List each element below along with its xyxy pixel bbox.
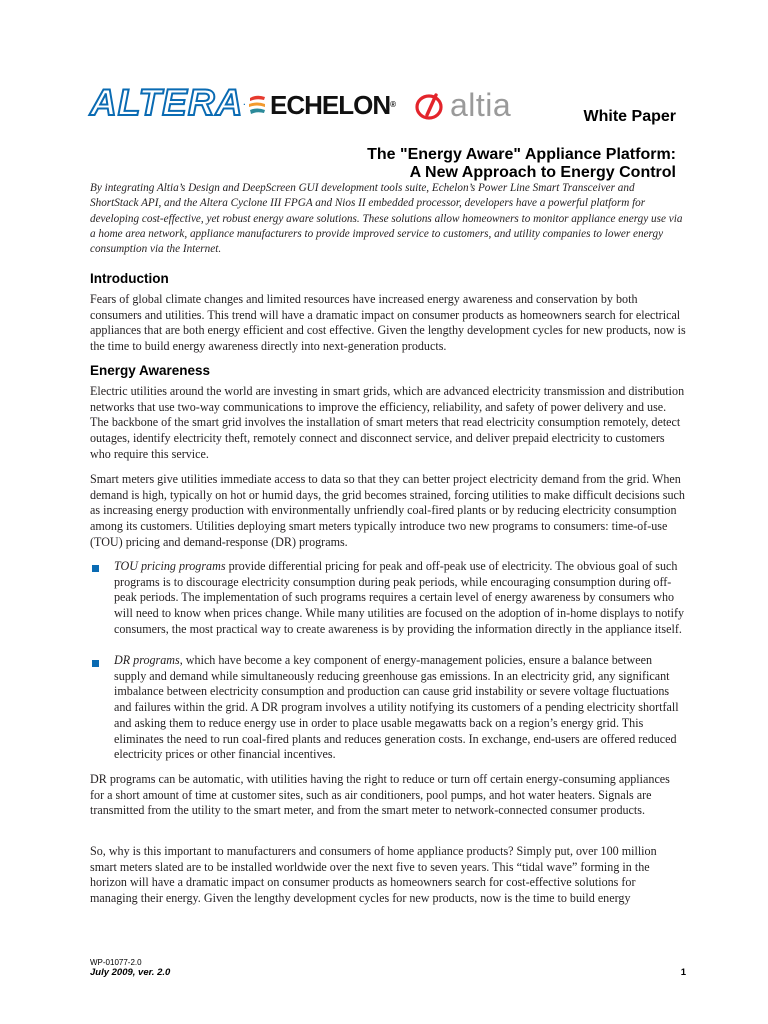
altera-logo-mark: . xyxy=(243,98,247,107)
bullet-term-tou: TOU pricing programs xyxy=(114,559,226,573)
altia-logo: altia xyxy=(450,87,512,123)
document-title-line-1: The "Energy Aware" Appliance Platform: xyxy=(367,146,676,163)
footer-date-version: July 2009, ver. 2.0 xyxy=(90,967,171,978)
echelon-logo-text: ECHELON xyxy=(270,90,391,120)
section-heading-introduction: Introduction xyxy=(90,271,169,286)
bullet-square-icon xyxy=(92,660,99,667)
bullet-item-tou xyxy=(114,559,686,638)
footer-page-number: 1 xyxy=(680,967,686,978)
energy-awareness-paragraph-3: DR programs can be automatic, with utilities having the right to reduce or turn off certain energy-consuming appliances for a short amount of time at customer sites, such as air conditioners, pool pumps, and hot water heaters. Signals are transmitted from the utility to the smart meter, and from the smart meter to network-connected consumer products. xyxy=(90,772,670,818)
document-type-label: White Paper xyxy=(583,108,676,125)
footer-document-id: WP-01077-2.0 xyxy=(90,958,142,967)
altia-logo-icon xyxy=(414,91,448,121)
energy-awareness-paragraph-1: Electric utilities around the world are investing in smart grids, which are advanced electricity transmission and distribution networks that use two-way communications to improve the efficiency, reliability, and safety of power delivery and use. The backbone of the smart grid involves the installation of smart meters that read electricity consumption remotely, detect outages, identify electricity theft, remotely connect and disconnect service, and deliver prepaid electricity to customers who require this service. xyxy=(90,384,685,461)
bullet-item-dr xyxy=(114,653,686,763)
energy-awareness-paragraph-2: Smart meters give utilities immediate access to data so that they can better project electricity demand from the grid. When demand is high, typically on hot or humid days, the grid becomes strained, forcing utilities to make difficult decisions such as increasing energy production with environmentally unfriendly coal-fired plants or by reducing electricity consumption among its customers. Utilities deploying smart meters typically introduce two new programs to consumers: time-of-use (TOU) pricing and demand-response (DR) programs. xyxy=(90,472,685,549)
bullet-square-icon xyxy=(92,565,99,572)
altera-logo-text: ALTERA xyxy=(90,82,244,123)
section-heading-energy-awareness: Energy Awareness xyxy=(90,363,211,378)
altera-logo xyxy=(90,82,247,123)
bullet-body-tou: provide differential pricing for peak and off-peak use of electricity. The obvious goal of such programs is to discourage electricity consumption during peak periods, while encouraging consumption during off-peak periods. The implementation of such programs requires a certain level of energy awareness by consumers who will need to know when prices change. While many utilities are focused on the adoption of in-home displays to notify consumers, the most practical way to create awareness is by providing the information directly in the appliance itself. xyxy=(114,559,685,636)
abstract-paragraph: By integrating Altia’s Design and DeepScreen GUI development tools suite, Echelon’s Power Line Smart Transceiver and ShortStack API, and the Altera Cyclone III FPGA and Nios II embedded processor, developers have a powerful platform for developing cost-effective, yet robust energy aware solutions. These solutions allow homeowners to monitor appliance energy use via a home area network, appliance manufacturers to provide improved service to customers, and utility companies to lower energy consumption via the Internet. xyxy=(90,182,683,256)
echelon-logo-icon xyxy=(246,93,268,117)
echelon-logo xyxy=(270,90,396,120)
energy-awareness-paragraph-4: So, why is this important to manufacturers and consumers of home appliance products? Simply put, over 100 million smart meters slated are to be installed worldwide over the next five to seven years. This “tidal wave” forming in the horizon will have a dramatic impact on consumer products as homeowners search for cost-effective solutions for managing their energy. Given the lengthy development cycles for new products, now is the time to build energy xyxy=(90,844,657,906)
echelon-logo-reg: ® xyxy=(390,100,397,109)
introduction-paragraph: Fears of global climate changes and limited resources have increased energy awareness and conservation by both consumers and utilities. This trend will have a dramatic impact on consumer products as homeowners search for electrical appliances that are both energy efficient and cost effective. Given the lengthy development cycles for new products, now is the time to build energy awareness directly into next-generation products. xyxy=(90,292,686,354)
bullet-term-dr: DR programs xyxy=(114,653,180,667)
document-title-line-2: A New Approach to Energy Control xyxy=(409,164,676,181)
bullet-body-dr: , which have become a key component of energy-management policies, ensure a balance between supply and demand while simultaneously reducing greenhouse gas emissions. In an electricity grid, any significant imbalance between electricity consumption and production can cause grid instability or severe voltage fluctuations and failures within the grid. A DR program involves a utility notifying its customers of a pending electricity shortfall and asking them to reduce energy use in order to place usable megawatts back on a region’s energy grid. This eliminates the need to run coal-fired plants and reduces generation costs. In exchange, end-users are offered reduced electricity prices or other financial incentives. xyxy=(114,653,679,762)
